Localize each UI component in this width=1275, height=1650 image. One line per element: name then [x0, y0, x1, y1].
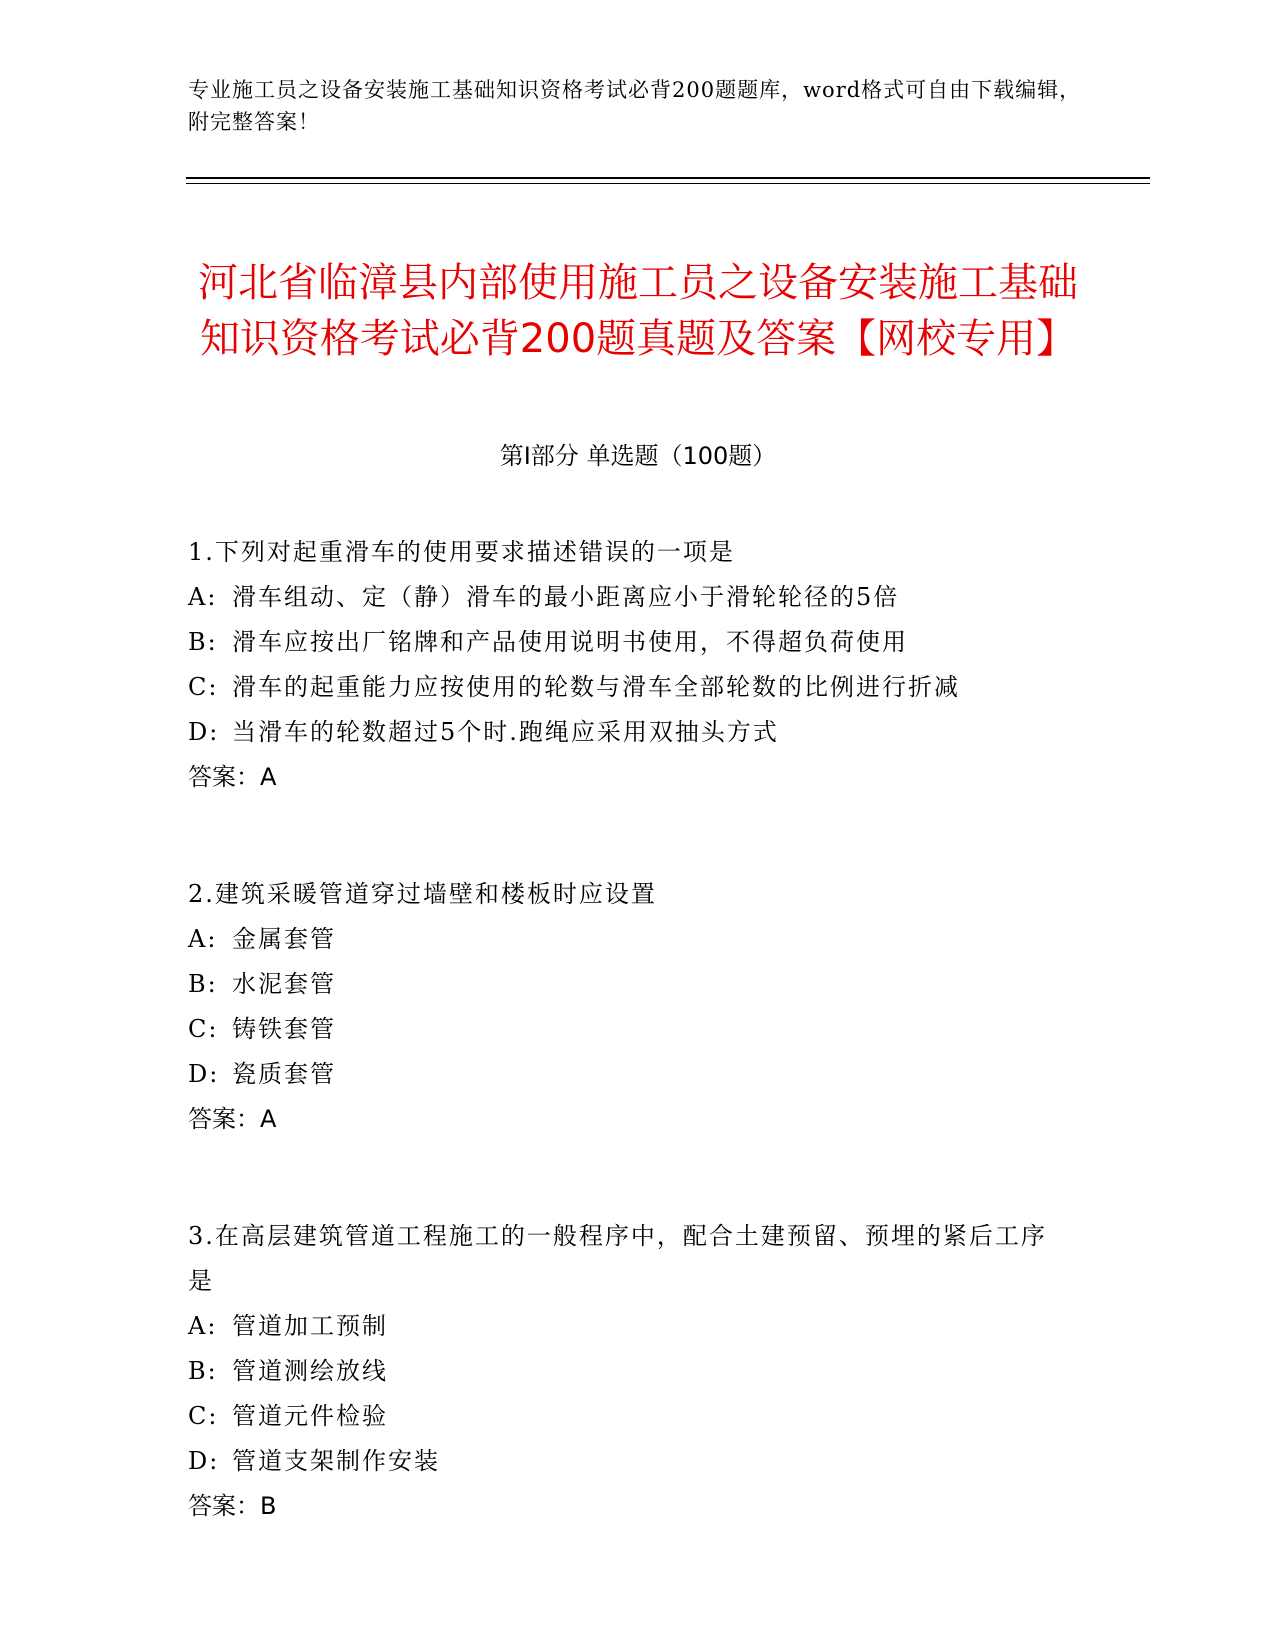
option-text: 滑车的起重能力应按使用的轮数与滑车全部轮数的比例进行折减 [232, 673, 960, 701]
option-b [188, 620, 1068, 665]
option-d [188, 710, 1068, 755]
option-text: 铸铁套管 [232, 1015, 336, 1043]
option-b [188, 962, 1068, 1007]
question-2 [188, 872, 1068, 1142]
option-key: A: [188, 583, 218, 611]
option-a [188, 575, 1068, 620]
answer: 答案：A [188, 763, 277, 791]
option-text: 管道测绘放线 [232, 1357, 388, 1385]
question-stem: 2.建筑采暖管道穿过墙壁和楼板时应设置 [188, 880, 657, 908]
option-key: D: [188, 1447, 220, 1475]
option-text: 当滑车的轮数超过5个时.跑绳应采用双抽头方式 [232, 718, 779, 746]
option-text: 金属套管 [232, 925, 336, 953]
option-text: 滑车组动、定（静）滑车的最小距离应小于滑轮轮径的5倍 [232, 583, 900, 611]
answer: 答案：B [188, 1492, 277, 1520]
question-list [188, 530, 1068, 1601]
option-a [188, 917, 1068, 962]
option-key: D: [188, 718, 220, 746]
question-stem: 3.在高层建筑管道工程施工的一般程序中，配合土建预留、预埋的紧后工序是 [188, 1222, 1047, 1295]
header-rule-thin [186, 183, 1150, 184]
section-title: 第Ⅰ部分 单选题（100题） [499, 442, 777, 470]
option-key: B: [188, 970, 218, 998]
option-key: B: [188, 628, 218, 656]
option-c [188, 665, 1068, 710]
question-3 [188, 1214, 1068, 1529]
option-key: C: [188, 1015, 219, 1043]
option-key: B: [188, 1357, 218, 1385]
option-d [188, 1052, 1068, 1097]
option-c [188, 1007, 1068, 1052]
option-key: D: [188, 1060, 220, 1088]
option-key: C: [188, 1402, 219, 1430]
option-d [188, 1439, 1068, 1484]
option-b [188, 1349, 1068, 1394]
option-text: 滑车应按出厂铭牌和产品使用说明书使用，不得超负荷使用 [232, 628, 908, 656]
document-title: 河北省临漳县内部使用施工员之设备安装施工基础知识资格考试必背200题真题及答案【网校专用】 [198, 259, 1078, 362]
option-key: C: [188, 673, 219, 701]
header-note: 专业施工员之设备安装施工基础知识资格考试必背200题题库，word格式可自由下载编辑，附完整答案！ [188, 78, 1082, 134]
option-text: 管道支架制作安装 [232, 1447, 440, 1475]
option-key: A: [188, 1312, 218, 1340]
answer: 答案：A [188, 1105, 277, 1133]
question-stem: 1.下列对起重滑车的使用要求描述错误的一项是 [188, 538, 735, 566]
option-text: 管道元件检验 [232, 1402, 388, 1430]
option-text: 水泥套管 [232, 970, 336, 998]
option-c [188, 1394, 1068, 1439]
option-key: A: [188, 925, 218, 953]
question-1 [188, 530, 1068, 800]
option-text: 管道加工预制 [232, 1312, 388, 1340]
option-a [188, 1304, 1068, 1349]
option-text: 瓷质套管 [232, 1060, 336, 1088]
header-rule-thick [186, 177, 1150, 179]
